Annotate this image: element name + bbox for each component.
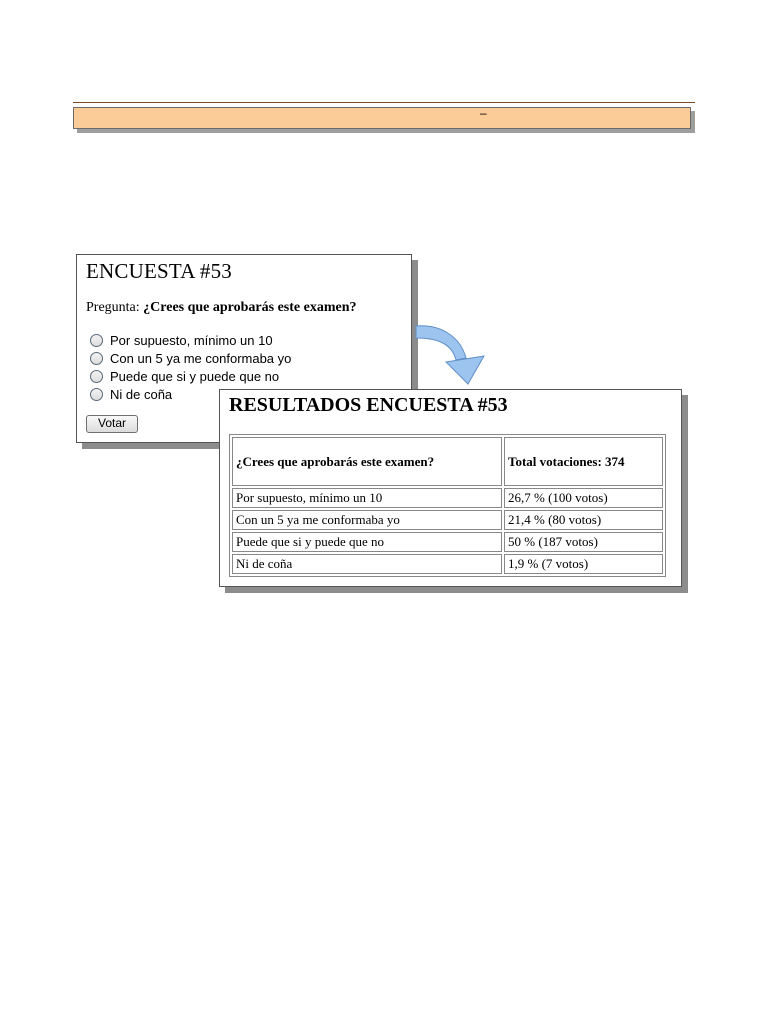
row-result: 1,9 % (7 votos) [504,554,663,574]
radio-button[interactable] [90,370,103,383]
header-bar [73,107,691,129]
results-panel [219,389,682,587]
results-table [229,434,666,577]
option-label: Puede que si y puede que no [110,368,280,384]
option-label: Ni de coña [110,386,173,402]
header-dash: – [480,106,487,120]
results-title: RESULTADOS ENCUESTA #53 [229,394,508,416]
table-header-row [232,437,663,486]
row-option: Ni de coña [232,554,502,574]
row-result: 50 % (187 votos) [504,532,663,552]
radio-button[interactable] [90,388,103,401]
row-result: 26,7 % (100 votos) [504,488,663,508]
survey-title: ENCUESTA #53 [86,259,232,283]
table-row [232,554,663,574]
table-row [232,488,663,508]
radio-button[interactable] [90,334,103,347]
radio-button[interactable] [90,352,103,365]
question-prefix: Pregunta: [86,300,144,315]
survey-option[interactable] [90,349,291,367]
survey-option[interactable] [90,367,291,385]
table-row [232,532,663,552]
row-option: Por supuesto, mínimo un 10 [232,488,502,508]
vote-button[interactable]: Votar [86,415,138,433]
option-label: Por supuesto, mínimo un 10 [110,332,273,348]
header-rule [73,102,695,103]
option-label: Con un 5 ya me conformaba yo [110,350,292,366]
row-option: Con un 5 ya me conformaba yo [232,510,502,530]
header-total: Total votaciones: 374 [504,437,663,486]
row-option: Puede que si y puede que no [232,532,502,552]
row-result: 21,4 % (80 votos) [504,510,663,530]
header-question: ¿Crees que aprobarás este examen? [232,437,502,486]
curved-arrow-icon [410,322,490,392]
survey-option[interactable] [90,331,291,349]
table-row [232,510,663,530]
survey-question [86,300,357,316]
question-text: ¿Crees que aprobarás este examen? [143,300,357,315]
